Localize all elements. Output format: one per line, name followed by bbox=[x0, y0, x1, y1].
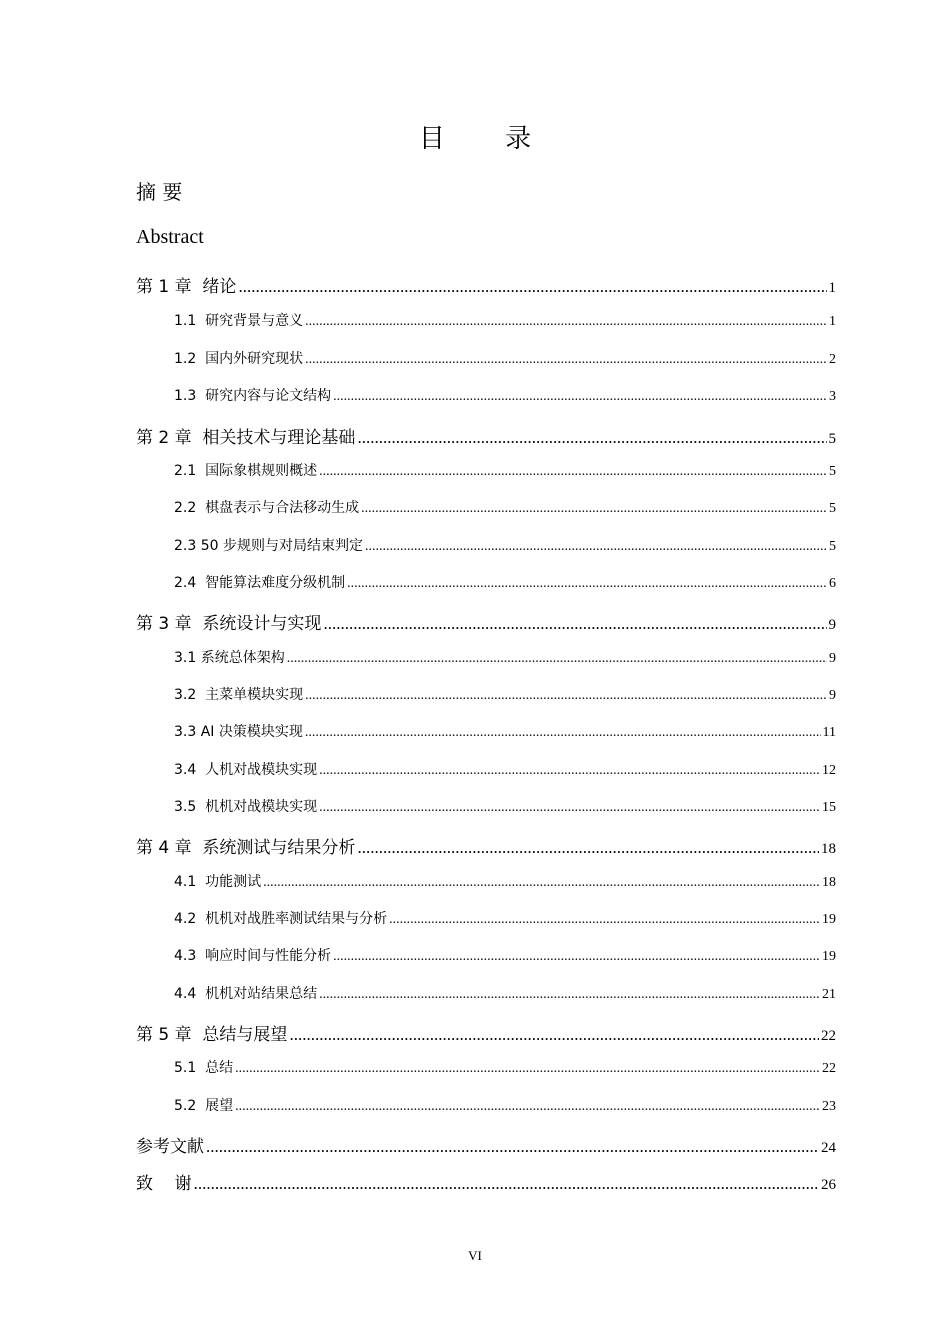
toc-entry-page: 5 bbox=[829, 539, 836, 554]
toc-entry-label: 5.1 总结 bbox=[174, 1060, 234, 1076]
toc-entry-label: 5.2 展望 bbox=[174, 1098, 234, 1114]
toc-item-abstract-en[interactable]: Abstract bbox=[136, 226, 204, 248]
toc-entry-label: 1.3 研究内容与论文结构 bbox=[174, 388, 332, 404]
dot-leader bbox=[319, 987, 820, 1003]
dot-leader bbox=[235, 1061, 820, 1077]
toc-entry-label: 4.4 机机对站结果总结 bbox=[174, 986, 318, 1002]
toc-entry-label: 3.2 主菜单模块实现 bbox=[174, 687, 304, 703]
toc-entry-label: 3.5 机机对战模块实现 bbox=[174, 799, 318, 815]
toc-entry[interactable] bbox=[136, 1132, 836, 1157]
dot-leader bbox=[365, 539, 827, 555]
toc-entry-page: 9 bbox=[828, 617, 836, 633]
toc-entry[interactable] bbox=[174, 460, 836, 480]
toc-entry-page: 18 bbox=[822, 875, 836, 890]
toc-entry[interactable] bbox=[174, 945, 836, 965]
dot-leader bbox=[347, 576, 827, 592]
toc-entry-label: 4.1 功能测试 bbox=[174, 874, 262, 890]
toc-entry[interactable] bbox=[174, 535, 836, 555]
toc-entry-page: 22 bbox=[822, 1061, 836, 1076]
toc-entry-label: 2.3 50 步规则与对局结束判定 bbox=[174, 538, 363, 554]
toc-entry-label: 4.3 响应时间与性能分析 bbox=[174, 948, 332, 964]
toc-entry-label: 第 3 章 系统设计与实现 bbox=[136, 614, 322, 634]
toc-entry-label: 第 5 章 总结与展望 bbox=[136, 1025, 288, 1045]
toc-entry[interactable] bbox=[136, 833, 836, 858]
toc-entry-page: 1 bbox=[829, 314, 836, 329]
toc-entry-page: 15 bbox=[822, 800, 836, 815]
toc-entry[interactable] bbox=[174, 497, 836, 517]
dot-leader bbox=[357, 838, 819, 858]
dot-leader bbox=[319, 464, 827, 480]
toc-entry-label: 1.1 研究背景与意义 bbox=[174, 313, 304, 329]
dot-leader bbox=[287, 651, 827, 667]
toc-entry-label: 2.2 棋盘表示与合法移动生成 bbox=[174, 500, 360, 516]
toc-entry-label: 参考文献 bbox=[136, 1137, 204, 1157]
toc-entry-page: 24 bbox=[821, 1140, 836, 1156]
toc-entry[interactable] bbox=[174, 385, 836, 405]
toc-entry[interactable] bbox=[174, 684, 836, 704]
toc-entry-page: 5 bbox=[829, 501, 836, 516]
toc-entry-page: 23 bbox=[822, 1099, 836, 1114]
toc-entry-label: 4.2 机机对战胜率测试结果与分析 bbox=[174, 911, 388, 927]
toc-entry[interactable] bbox=[174, 1057, 836, 1077]
toc-entry[interactable] bbox=[174, 647, 836, 667]
dot-leader bbox=[357, 428, 826, 448]
dot-leader bbox=[305, 725, 821, 741]
dot-leader bbox=[361, 501, 827, 517]
toc-entry-page: 21 bbox=[822, 987, 836, 1002]
toc-entry[interactable] bbox=[174, 310, 836, 330]
toc-entry-label: 2.1 国际象棋规则概述 bbox=[174, 463, 318, 479]
dot-leader bbox=[389, 912, 820, 928]
toc-entry-page: 12 bbox=[822, 763, 836, 778]
toc-entry-label: 3.1 系统总体架构 bbox=[174, 650, 285, 666]
page-number: VI bbox=[468, 1248, 482, 1263]
toc-entry-page: 9 bbox=[829, 651, 836, 666]
dot-leader bbox=[206, 1137, 819, 1157]
toc-entry-label: 3.4 人机对战模块实现 bbox=[174, 762, 318, 778]
toc-entry[interactable] bbox=[174, 796, 836, 816]
dot-leader bbox=[289, 1025, 819, 1045]
toc-entry[interactable] bbox=[136, 272, 836, 297]
toc-entry-label: 2.4 智能算法难度分级机制 bbox=[174, 575, 346, 591]
toc-entry[interactable] bbox=[136, 1020, 836, 1045]
toc-entry-label: 3.3 AI 决策模块实现 bbox=[174, 724, 303, 740]
toc-entry-page: 9 bbox=[829, 688, 836, 703]
page-title: 目 录 bbox=[418, 124, 558, 154]
toc-entry-page: 19 bbox=[822, 949, 836, 964]
toc-entry-page: 19 bbox=[822, 912, 836, 927]
toc-entry-label: 第 1 章 绪论 bbox=[136, 277, 237, 297]
toc-entry-page: 5 bbox=[829, 464, 836, 479]
toc-entry-page: 26 bbox=[821, 1177, 836, 1193]
toc-entry[interactable] bbox=[174, 572, 836, 592]
dot-leader bbox=[305, 352, 827, 368]
toc-entry-page: 6 bbox=[829, 576, 836, 591]
toc-entry-page: 5 bbox=[828, 431, 836, 447]
toc-entry[interactable] bbox=[174, 721, 836, 741]
toc-entry[interactable] bbox=[174, 871, 836, 891]
toc-entry[interactable] bbox=[174, 1095, 836, 1115]
dot-leader bbox=[238, 277, 826, 297]
dot-leader bbox=[235, 1099, 820, 1115]
toc-entry[interactable] bbox=[174, 759, 836, 779]
toc-item-abstract-zh[interactable]: 摘 要 bbox=[136, 180, 183, 204]
toc-entry-page: 1 bbox=[828, 280, 836, 296]
toc-entry-label: 1.2 国内外研究现状 bbox=[174, 351, 304, 367]
toc-entry-page: 3 bbox=[829, 389, 836, 404]
toc-entry-label: 第 4 章 系统测试与结果分析 bbox=[136, 838, 356, 858]
dot-leader bbox=[305, 688, 827, 704]
dot-leader bbox=[194, 1174, 819, 1194]
toc-entry[interactable] bbox=[174, 908, 836, 928]
toc-entry[interactable] bbox=[136, 423, 836, 448]
dot-leader bbox=[305, 314, 827, 330]
toc-entry-page: 18 bbox=[821, 841, 836, 857]
toc-entry-page: 2 bbox=[829, 352, 836, 367]
dot-leader bbox=[319, 763, 820, 779]
toc-entry-label: 致 谢 bbox=[136, 1174, 192, 1194]
dot-leader bbox=[319, 800, 820, 816]
toc-entry-label: 第 2 章 相关技术与理论基础 bbox=[136, 428, 356, 448]
toc-entry[interactable] bbox=[136, 609, 836, 634]
dot-leader bbox=[263, 875, 820, 891]
dot-leader bbox=[333, 949, 820, 965]
dot-leader bbox=[323, 614, 826, 634]
toc-entry-page: 22 bbox=[821, 1028, 836, 1044]
toc-entry[interactable] bbox=[174, 983, 836, 1003]
toc-entry-page: 11 bbox=[822, 725, 836, 740]
dot-leader bbox=[333, 389, 827, 405]
toc-entry[interactable] bbox=[136, 1169, 836, 1194]
toc-entry[interactable] bbox=[174, 348, 836, 368]
